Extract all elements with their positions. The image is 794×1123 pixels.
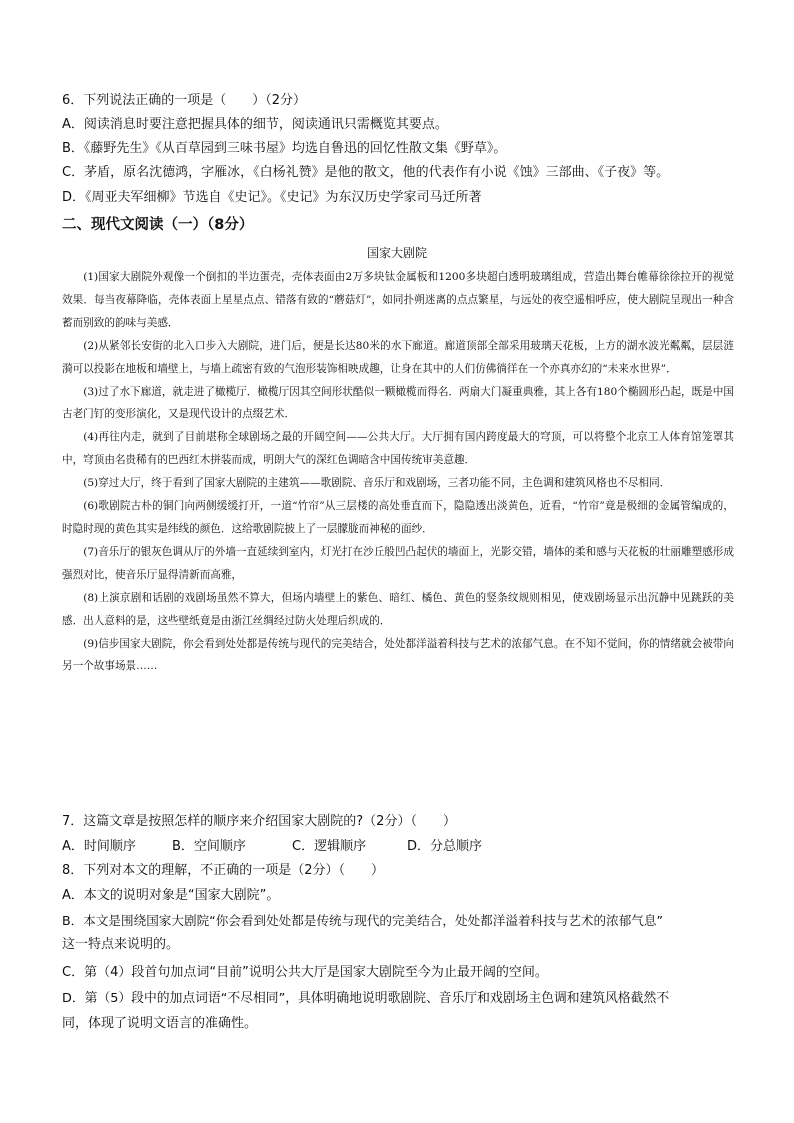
q8-option-b-line2: 这一特点来说明的。	[62, 937, 180, 952]
article-paragraph-5: (5)穿过大厅，终于看到了国家大剧院的主建筑——歌剧院、音乐厅和戏剧场，三者功能不同，主色调和建筑风格也不尽相同．	[83, 477, 671, 490]
q6-option-c: C．茅盾，原名沈德鸿，字雁冰，《白杨礼赞》是他的散文，他的代表作有小说《蚀》三部曲、《子夜》等。	[62, 165, 670, 180]
q8-option-d-line2: 同，体现了说明文语言的准确性。	[62, 1016, 258, 1031]
q8-stem: 8．下列对本文的理解，不正确的一项是（2分）（ ）	[62, 863, 385, 878]
q8-option-a: A．本文的说明对象是“国家大剧院”。	[62, 888, 280, 903]
article-title: 国家大剧院	[366, 246, 427, 260]
q6-option-b: B．《藤野先生》《从百草园到三味书屋》均选自鲁迅的回忆性散文集《野草》。	[62, 141, 507, 156]
q7-option-b: B．空间顺序	[172, 839, 246, 854]
q6-option-d: D．《周亚夫军细柳》节选自《史记》。《史记》为东汉历史学家司马迁所著	[62, 190, 482, 205]
q7-stem: 7．这篇文章是按照怎样的顺序来介绍国家大剧院的?（2分）（ ）	[62, 814, 456, 829]
q8-option-b-line1: B．本文是围绕国家大剧院“你会看到处处都是传统与现代的完美结合，处处都洋溢着科技与艺术的浓郁气息”	[62, 913, 664, 928]
article-paragraph-2: (2)从紧邻长安街的北入口步入大剧院，进门后，便是长达80米的水下廊道。廊道顶部全部采用玻璃天花板，上方的湖水波光粼粼，层层涟漪可以投影在地板和墙壁上，与墙上疏密有致的气泡形装饰相映成趣，让身在其中的人们仿佛徜徉在一个亦真亦幻的“未来水世界”．	[62, 339, 734, 375]
article-paragraph-7: (7)音乐厅的银灰色调从厅的外墙一直延续到室内，灯光打在沙丘般凹凸起伏的墙面上，光影交错，墙体的柔和感与天花板的壮丽雕塑感形成强烈对比，使音乐厅显得清新而高雅，	[62, 545, 734, 581]
section-title: 二、现代文阅读（一）（8分）	[62, 217, 254, 233]
q6-stem: 6．下列说法正确的一项是（ ）（2分）	[62, 93, 307, 108]
q7-option-d: D．分总顺序	[407, 839, 483, 854]
article-paragraph-3: (3)过了水下廊道，就走进了橄榄厅．橄榄厅因其空间形状酷似一颗橄榄而得名．两扇大门凝重典雅，其上各有180个椭圆形凸起，既是中国古老门钉的变形演化，又是现代设计的点缀艺术．	[62, 385, 734, 421]
q8-option-d-line1: D．第（5）段中的加点词语“不尽相同”，具体明确地说明歌剧院、音乐厅和戏剧场主色调和建筑风格截然不	[62, 991, 670, 1006]
q7-option-c: C．逻辑顺序	[292, 839, 367, 854]
article-paragraph-4: (4)再往内走，就到了目前堪称全球剧场之最的开阔空间——公共大厅。大厅拥有国内跨度最大的穹顶，可以将整个北京工人体育馆笼罩其中，穹顶由名贵稀有的巴西红木拼装而成，明朗大气的深红色调暗含中国传统审美意趣．	[62, 431, 734, 467]
q7-options	[62, 835, 742, 859]
q8-option-c: C．第（4）段首句加点词“目前”说明公共大厅是国家大剧院至今为止最开阔的空间。	[62, 965, 548, 980]
article-paragraph-6: (6)歌剧院古朴的铜门向两侧缓缓打开，一道“竹帘”从三层楼的高处垂直而下，隐隐透出淡黄色，近看，“竹帘”竟是极细的金属管编成的，时隐时现的黄色其实是纬线的颜色．这给歌剧院披上了一层朦胧而神秘的面纱．	[62, 500, 734, 535]
q7-option-a: A．时间顺序	[62, 839, 136, 854]
article-body	[62, 266, 734, 678]
article-paragraph-8: (8)上演京剧和话剧的戏剧场虽然不算大，但场内墙壁上的紫色、暗红、橘色、黄色的竖条纹规则相见，使戏剧场显示出沉静中见跳跃的美感．出人意料的是，这些壁纸竟是由浙江丝绸经过防火处理后织成的．	[62, 591, 734, 627]
article-paragraph-1: (1)国家大剧院外观像一个倒扣的半边蛋壳，壳体表面由2万多块钛金属板和1200多块超白透明玻璃组成，营造出舞台帷幕徐徐拉开的视觉效果．每当夜幕降临，壳体表面上星星点点、错落有致的“蘑菇灯”，如同扑朔迷离的点点繁星，与远处的夜空遥相呼应，使大剧院呈现出一种含蓄而别致的韵味与美感．	[62, 271, 734, 329]
q6-option-a: A．阅读消息时要注意把握具体的细节，阅读通讯只需概览其要点。	[62, 117, 448, 132]
article-paragraph-9: (9)信步国家大剧院，你会看到处处都是传统与现代的完美结合，处处都洋溢着科技与艺术的浓郁气息。在不知不觉间，你的情绪就会被带向另一个故事场景……	[62, 637, 734, 673]
